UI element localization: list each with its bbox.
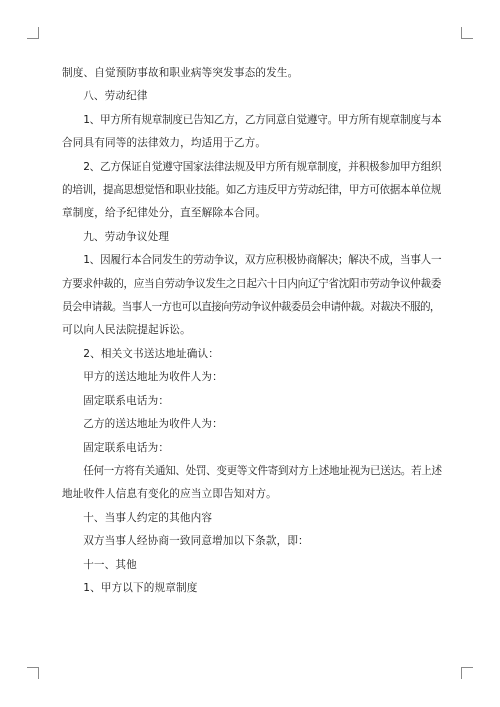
crop-mark-bottom-right: [461, 667, 473, 679]
text-line: 甲方的送达地址为收件人为：: [83, 371, 223, 384]
text-line: 1、甲方所有规章制度已告知乙方，乙方同意自觉遵守。甲方所有规章制度与本: [83, 113, 442, 126]
document-body: [62, 62, 442, 600]
crop-mark-top-left: [27, 27, 39, 39]
crop-mark-bottom-left: [27, 667, 39, 679]
text-line: 任何一方将有关通知、处罚、变更等文件寄到对方上述地址视为已送达。若上述: [83, 464, 442, 477]
text-line: 制度、自觉预防事故和职业病等突发事态的发生。: [62, 67, 299, 79]
text-line: 十一、其他: [83, 558, 137, 571]
text-line: 方要求仲裁的，应当自劳动争议发生之日起六十日内向辽宁省沈阳市劳动争议仲裁委: [62, 277, 442, 290]
text-line: 1、甲方以下的规章制度: [83, 581, 198, 594]
text-line: 固定联系电话为：: [83, 441, 170, 454]
text-line: 2、乙方保证自觉遵守国家法律法规及甲方所有规章制度，并积极参加甲方组织: [83, 160, 442, 173]
text-line: 的培训，提高思想觉悟和职业技能。如乙方违反甲方劳动纪律，甲方可依据本单位规: [62, 184, 442, 197]
text-line: 八、劳动纪律: [83, 90, 148, 103]
text-line: 双方当事人经协商一致同意增加以下条款，即：: [83, 535, 309, 548]
text-line: 章制度，给予纪律处分，直至解除本合同。: [62, 207, 267, 220]
text-line: 九、劳动争议处理: [83, 230, 170, 243]
text-line: 员会申请裁。当事人一方也可以直接向劳动争议仲裁委员会申请仲裁。对裁决不服的，: [62, 301, 440, 314]
text-line: 乙方的送达地址为收件人为：: [83, 418, 223, 431]
crop-mark-top-right: [461, 27, 473, 39]
text-line: 合同具有同等的法律效力，均适用于乙方。: [62, 137, 267, 150]
text-line: 1、因履行本合同发生的劳动争议，双方应积极协商解决；解决不成，当事人一: [83, 254, 442, 267]
text-line: 固定联系电话为：: [83, 394, 170, 407]
text-line: 可以向人民法院提起诉讼。: [62, 324, 191, 337]
text-line: 十、当事人约定的其他内容: [83, 511, 213, 524]
text-line: 2、相关文书送达地址确认：: [83, 347, 220, 360]
text-line: 地址收件人信息有变化的应当立即告知对方。: [62, 488, 277, 501]
